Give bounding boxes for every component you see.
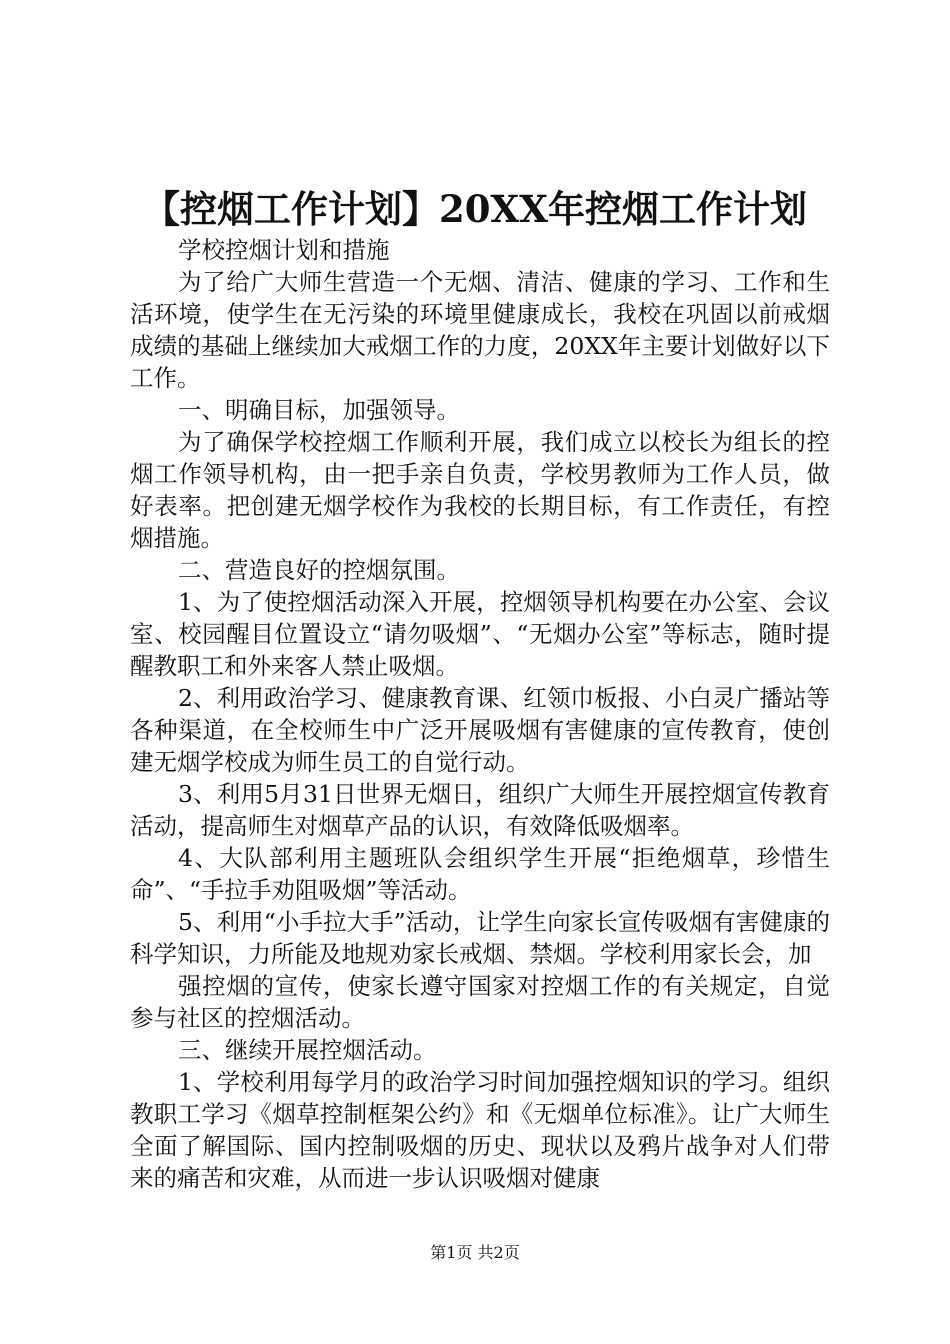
section-2-item-5-continued: 强控烟的宣传，使家长遵守国家对控烟工作的有关规定，自觉参与社区的控烟活动。: [130, 972, 830, 1032]
document-body: [130, 234, 830, 1194]
section-3-item-1: 1、学校利用每学月的政治学习时间加强控烟知识的学习。组织教职工学习《烟草控制框架公约》和《无烟单位标准》。让广大师生全面了解国际、国内控制吸烟的历史、现状以及鸦片战争对人们带来的痛苦和灾难，从而进一步认识吸烟对健康: [130, 1068, 830, 1192]
section-2-item-5: 5、利用“小手拉大手”活动，让学生向家长宣传吸烟有害健康的科学知识，力所能及地规劝家长戒烟、禁烟。学校利用家长会，加: [130, 908, 830, 968]
section-1-paragraph: 为了确保学校控烟工作顺利开展，我们成立以校长为组长的控烟工作领导机构，由一把手亲自负责，学校男教师为工作人员，做好表率。把创建无烟学校作为我校的长期目标，有工作责任，有控烟措施。: [130, 428, 830, 552]
section-subtitle: 学校控烟计划和措施: [178, 236, 390, 264]
section-heading-2: 二、营造良好的控烟氛围。: [178, 556, 460, 584]
section-2-item-1: 1、为了使控烟活动深入开展，控烟领导机构要在办公室、会议室、校园醒目位置设立“请勿吸烟”、“无烟办公室”等标志，随时提醒教职工和外来客人禁止吸烟。: [130, 588, 830, 680]
section-heading-1: 一、明确目标，加强领导。: [178, 396, 460, 424]
section-heading-3: 三、继续开展控烟活动。: [178, 1036, 437, 1064]
document-title: 【控烟工作计划】20XX年控烟工作计划: [143, 187, 807, 231]
page-footer: 第1页 共2页: [430, 1243, 520, 1262]
section-2-item-4: 4、大队部利用主题班队会组织学生开展“拒绝烟草，珍惜生命”、“手拉手劝阻吸烟”等活动。: [130, 844, 830, 904]
intro-paragraph: 为了给广大师生营造一个无烟、清洁、健康的学习、工作和生活环境，使学生在无污染的环境里健康成长，我校在巩固以前戒烟成绩的基础上继续加大戒烟工作的力度，20XX年主要计划做好以下工作。: [130, 268, 830, 392]
section-2-item-2: 2、利用政治学习、健康教育课、红领巾板报、小白灵广播站等各种渠道，在全校师生中广泛开展吸烟有害健康的宣传教育，使创建无烟学校成为师生员工的自觉行动。: [130, 684, 830, 776]
section-2-item-3: 3、利用5月31日世界无烟日，组织广大师生开展控烟宣传教育活动，提高师生对烟草产品的认识，有效降低吸烟率。: [130, 780, 830, 840]
